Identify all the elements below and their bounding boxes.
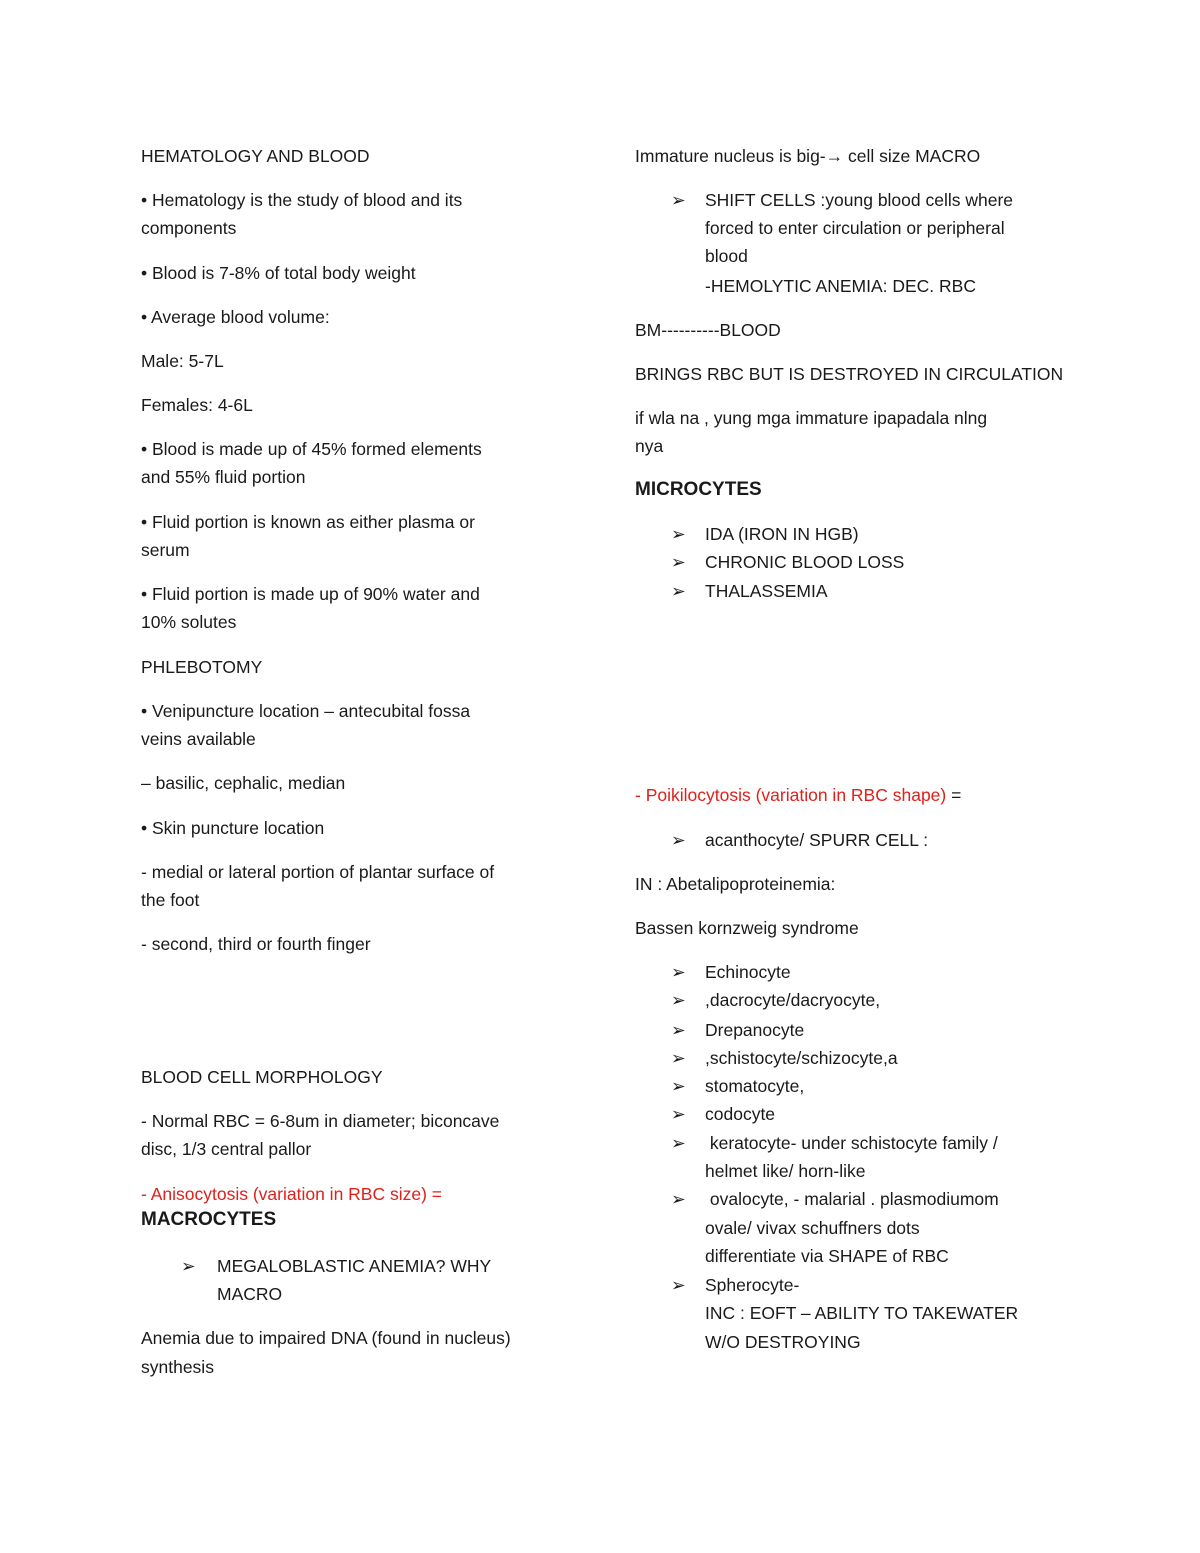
bullet-hematology-def-cont: components — [141, 218, 237, 238]
arrow-bullet-icon: ➢ — [181, 1256, 196, 1276]
arrow-bullet-icon: ➢ — [671, 524, 686, 544]
arrow-bullet-icon: ➢ — [671, 1275, 686, 1295]
bullet-skin-puncture: • Skin puncture location — [141, 818, 325, 838]
hemolytic-anemia: -HEMOLYTIC ANEMIA: DEC. RBC — [705, 276, 976, 296]
female-volume: Females: 4-6L — [141, 395, 253, 415]
list-item: codocyte — [705, 1104, 776, 1124]
macrocytes-heading: MACROCYTES — [141, 1209, 277, 1230]
bassen-kornzweig: Bassen kornzweig syndrome — [635, 918, 859, 938]
list-item: IDA (IRON IN HGB) — [705, 524, 859, 544]
bullet-venipuncture-cont: veins available — [141, 729, 256, 749]
keratocyte: keratocyte- under schistocyte family / — [705, 1133, 998, 1153]
arrow-bullet-icon: ➢ — [671, 1133, 686, 1153]
plantar-surface-cont: the foot — [141, 890, 200, 910]
ovalocyte: ovalocyte, - malarial . plasmodiumom — [705, 1189, 999, 1209]
male-volume: Male: 5-7L — [141, 351, 224, 371]
bullet-blood-composition-cont: and 55% fluid portion — [141, 467, 306, 487]
megaloblastic-anemia: MEGALOBLASTIC ANEMIA? WHY — [217, 1256, 492, 1276]
brings-rbc: BRINGS RBC BUT IS DESTROYED IN CIRCULATION — [635, 364, 1064, 384]
arrow-bullet-icon: ➢ — [671, 1104, 686, 1124]
arrow-bullet-icon: ➢ — [671, 581, 686, 601]
arrow-bullet-icon: ➢ — [671, 1020, 686, 1040]
bullet-blood-weight: • Blood is 7-8% of total body weight — [141, 263, 416, 283]
anisocytosis-heading: - Anisocytosis (variation in RBC size) = — [141, 1184, 443, 1204]
acanthocyte: acanthocyte/ SPURR CELL : — [705, 830, 929, 850]
spherocyte: Spherocyte- — [705, 1275, 800, 1295]
list-item: THALASSEMIA — [705, 581, 828, 601]
bullet-fluid-portion: • Fluid portion is known as either plasma or — [141, 512, 475, 532]
bullet-blood-volume: • Average blood volume: — [141, 307, 330, 327]
if-wla-na-cont: nya — [635, 436, 664, 456]
list-item: ,schistocyte/schizocyte,a — [705, 1048, 898, 1068]
bullet-hematology-def: • Hematology is the study of blood and its — [141, 190, 463, 210]
ovalocyte-l2: ovale/ vivax schuffners dots — [705, 1218, 920, 1238]
poik-equals: = — [946, 785, 962, 805]
keratocyte-cont: helmet like/ horn-like — [705, 1161, 866, 1181]
spherocyte-l3: W/O DESTROYING — [705, 1332, 861, 1352]
list-item: ,dacrocyte/dacryocyte, — [705, 990, 881, 1010]
arrow-bullet-icon: ➢ — [671, 1076, 686, 1096]
section-title-hematology: HEMATOLOGY AND BLOOD — [141, 146, 370, 166]
normal-rbc-cont: disc, 1/3 central pallor — [141, 1139, 312, 1159]
arrow-bullet-icon: ➢ — [671, 830, 686, 850]
plantar-surface: - medial or lateral portion of plantar surface of — [141, 862, 495, 882]
normal-rbc: - Normal RBC = 6-8um in diameter; biconcave — [141, 1111, 500, 1131]
bm-blood: BM----------BLOOD — [635, 320, 781, 340]
bullet-venipuncture: • Venipuncture location – antecubital fossa — [141, 701, 471, 721]
list-item: Drepanocyte — [705, 1020, 805, 1040]
shift-cells: SHIFT CELLS :young blood cells where — [705, 190, 1014, 210]
ovalocyte-l3: differentiate via SHAPE of RBC — [705, 1246, 949, 1266]
poik-label: Poikilocytosis (variation in RBC shape) — [645, 785, 947, 805]
list-item: stomatocyte, — [705, 1076, 805, 1096]
list-item: CHRONIC BLOOD LOSS — [705, 552, 905, 572]
arrow-bullet-icon: ➢ — [671, 552, 686, 572]
poik-dash: - — [635, 785, 646, 805]
anemia-dna-cont: synthesis — [141, 1357, 214, 1377]
bullet-blood-composition: • Blood is made up of 45% formed elements — [141, 439, 482, 459]
veins-list: – basilic, cephalic, median — [141, 773, 346, 793]
shift-cells-l2: forced to enter circulation or peripheral — [705, 218, 1005, 238]
bullet-fluid-portion-cont: serum — [141, 540, 190, 560]
anemia-dna: Anemia due to impaired DNA (found in nucleus) — [141, 1328, 511, 1348]
section-title-phlebotomy: PHLEBOTOMY — [141, 657, 263, 677]
arrow-bullet-icon: ➢ — [671, 190, 686, 210]
arrow-bullet-icon: ➢ — [671, 1048, 686, 1068]
shift-cells-l3: blood — [705, 246, 748, 266]
arrow-bullet-icon: ➢ — [671, 962, 686, 982]
list-item: Echinocyte — [705, 962, 791, 982]
section-title-morphology: BLOOD CELL MORPHOLOGY — [141, 1067, 383, 1087]
microcytes-heading: MICROCYTES — [635, 479, 762, 500]
finger-sites: - second, third or fourth finger — [141, 934, 371, 954]
abetalipoproteinemia: IN : Abetalipoproteinemia: — [635, 874, 836, 894]
poikilocytosis-heading — [635, 781, 961, 810]
arrow-bullet-icon: ➢ — [671, 990, 686, 1010]
if-wla-na: if wla na , yung mga immature ipapadala nlng — [635, 408, 988, 428]
arrow-bullet-icon: ➢ — [671, 1189, 686, 1209]
megaloblastic-anemia-cont: MACRO — [217, 1284, 283, 1304]
bullet-fluid-water: • Fluid portion is made up of 90% water and — [141, 584, 480, 604]
spherocyte-l2: INC : EOFT – ABILITY TO TAKEWATER — [705, 1303, 1019, 1323]
immature-nucleus: Immature nucleus is big-→ cell size MACRO — [635, 146, 981, 166]
bullet-fluid-water-cont: 10% solutes — [141, 612, 237, 632]
